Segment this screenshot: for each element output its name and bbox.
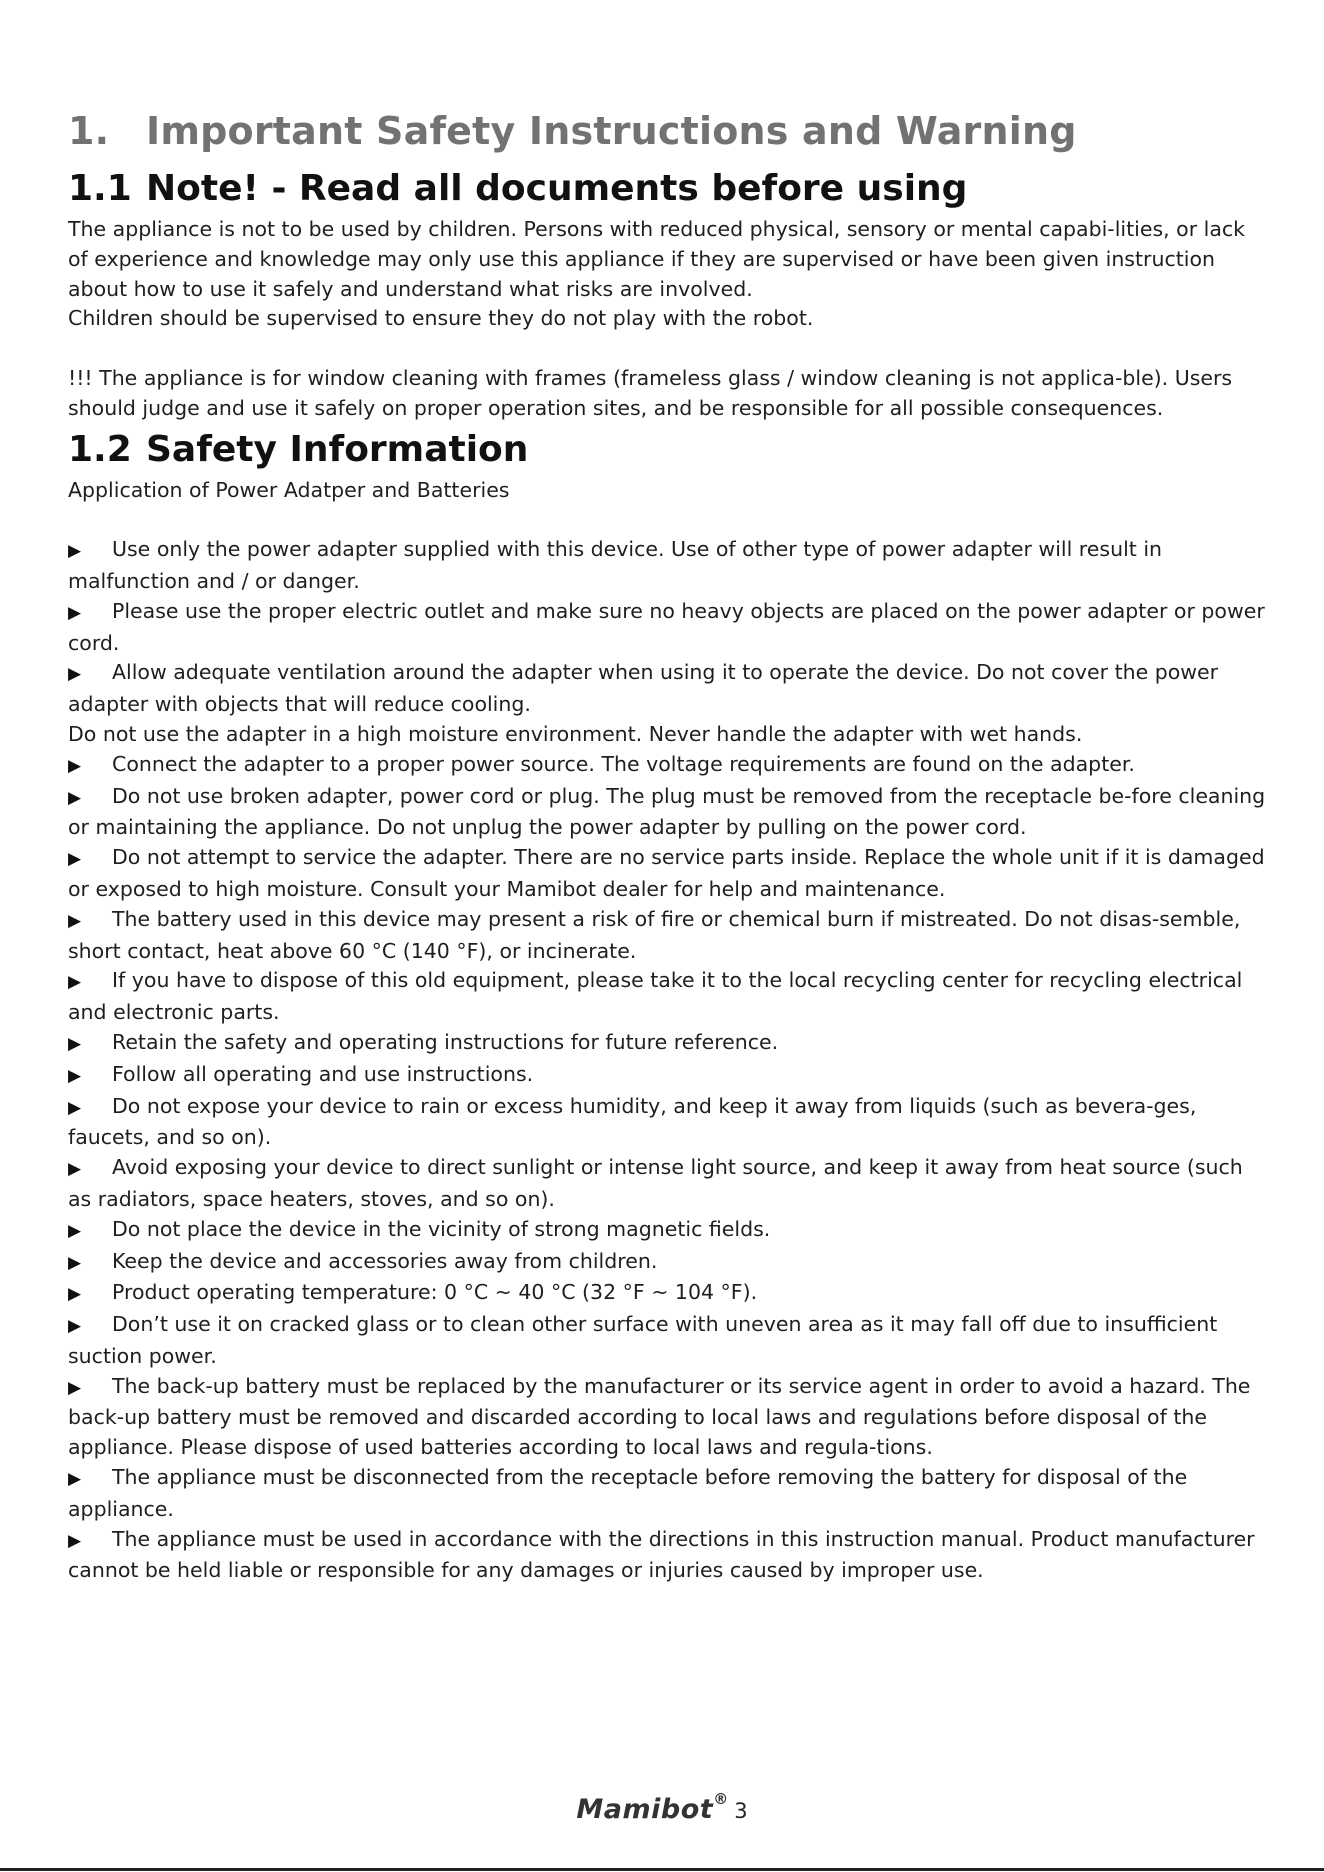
section-title: Safety Information [146, 428, 529, 470]
safety-item-text: Connect the adapter to a proper power source. The voltage requirements are found on the adapter. [112, 751, 1135, 776]
safety-item-text: Retain the safety and operating instructions for future reference. [112, 1029, 779, 1054]
safety-list-item [68, 1092, 1270, 1154]
paragraph-spacer [68, 334, 1270, 364]
section-heading-1-2 [68, 424, 1270, 476]
safety-list-item [68, 720, 1270, 750]
page-number: 3 [734, 1799, 748, 1823]
safety-item-text: Avoid exposing your device to direct sunlight or intense light source, and keep it away from heat source (such as radiators, space heaters, stoves, and so on). [68, 1155, 1243, 1211]
note-section [68, 215, 1270, 424]
section-title: Note! - Read all documents before using [146, 168, 968, 209]
triangle-bullet-icon: ▶ [68, 602, 82, 623]
safety-list-item [68, 1028, 1270, 1060]
warning-paragraph: !!! The appliance is for window cleaning with frames (frameless glass / window cleaning is not applica-ble). Users should judge and use it safely on proper operation sites, and be responsible for all possible consequences. [68, 365, 1233, 420]
registered-mark: ® [713, 1790, 729, 1808]
safety-list-item [68, 966, 1270, 1028]
safety-item-text: Do not attempt to service the adapter. There are no service parts inside. Replace the whole unit if it is damaged or exposed to high moisture. Consult your Mamibot dealer for help and maintenance. [68, 845, 1265, 901]
safety-item-text: Follow all operating and use instructions. [112, 1061, 534, 1086]
triangle-bullet-icon: ▶ [68, 664, 82, 685]
page-footer [0, 1790, 1324, 1825]
page-title [68, 103, 1270, 159]
triangle-bullet-icon: ▶ [68, 1530, 82, 1551]
safety-list-item [68, 905, 1270, 967]
section-number: 1.1 [68, 168, 132, 209]
safety-item-text: The back-up battery must be replaced by the manufacturer or its service agent in order to avoid a hazard. The back-up battery must be removed and discarded according to local laws and regulations before disposal of the appliance. Please dispose of used batteries according to local laws and regula-tions. [68, 1373, 1251, 1460]
safety-item-text: Do not place the device in the vicinity of strong magnetic fields. [112, 1216, 771, 1241]
safety-item-text: The battery used in this device may present a risk of fire or chemical burn if mistreated. Do not disas-semble, short contact, heat above 60 °C (140 °F), or incinerate. [68, 906, 1241, 963]
safety-item-text: Please use the proper electric outlet and make sure no heavy objects are placed on the power adapter or power cord. [68, 598, 1265, 655]
safety-item-text: Don’t use it on cracked glass or to clean other surface with uneven area as it may fall off due to insufficient suction power. [68, 1312, 1218, 1368]
safety-item-text: The appliance must be disconnected from the receptacle before removing the battery for disposal of the appliance. [68, 1465, 1188, 1521]
heading-number: 1. [68, 109, 110, 153]
safety-list-item [68, 750, 1270, 782]
heading-title: Important Safety Instructions and Warning [146, 109, 1077, 153]
triangle-bullet-icon: ▶ [68, 1377, 82, 1398]
safety-bullet-list [68, 535, 1270, 1586]
safety-list-item [68, 843, 1270, 905]
safety-list-item [68, 1310, 1270, 1372]
triangle-bullet-icon: ▶ [68, 1252, 82, 1273]
safety-item-text: Use only the power adapter supplied with this device. Use of other type of power adapter will result in malfunction and / or danger. [68, 537, 1163, 593]
safety-list-item [68, 1215, 1270, 1247]
safety-list-item [68, 1372, 1270, 1463]
triangle-bullet-icon: ▶ [68, 755, 82, 776]
triangle-bullet-icon: ▶ [68, 1316, 82, 1337]
triangle-bullet-icon: ▶ [68, 1159, 82, 1180]
safety-list-item [68, 1247, 1270, 1279]
safety-list-item [68, 1060, 1270, 1092]
triangle-bullet-icon: ▶ [68, 1469, 82, 1490]
safety-item-text: Product operating temperature: 0 °C ~ 40 °C (32 °F ~ 104 °F). [112, 1280, 758, 1305]
triangle-bullet-icon: ▶ [68, 849, 82, 870]
note-paragraph: Children should be supervised to ensure they do not play with the robot. [68, 306, 814, 331]
triangle-bullet-icon: ▶ [68, 1065, 82, 1086]
safety-item-text: Do not use broken adapter, power cord or plug. The plug must be removed from the receptacle be-fore cleaning or maintaining the appliance. Do not unplug the power adapter by pulling on the power cord. [68, 783, 1266, 840]
safety-list-item [68, 1278, 1270, 1310]
triangle-bullet-icon: ▶ [68, 972, 82, 993]
bottom-divider [0, 1868, 1324, 1871]
safety-item-text: Keep the device and accessories away from children. [112, 1248, 658, 1273]
safety-item-text: The appliance must be used in accordance with the directions in this instruction manual. Product manufacturer cannot be held liable or responsible for any damages or injuries caused by improper use. [68, 1526, 1255, 1583]
safety-item-text: Do not expose your device to rain or excess humidity, and keep it away from liquids (such as bevera-ges, faucets, and so on). [68, 1093, 1197, 1150]
triangle-bullet-icon: ▶ [68, 910, 82, 931]
section-subtitle: Application of Power Adatper and Batteries [68, 477, 510, 502]
triangle-bullet-icon: ▶ [68, 1220, 82, 1241]
triangle-bullet-icon: ▶ [68, 787, 82, 808]
triangle-bullet-icon: ▶ [68, 1033, 82, 1054]
safety-list-item [68, 658, 1270, 720]
note-paragraph: The appliance is not to be used by children. Persons with reduced physical, sensory or mental capabi-lities, or lack of experience and knowledge may only use this appliance if they are supervised or have been given instruction about how to use it safely and understand what risks are involved. [68, 217, 1246, 301]
safety-list-item [68, 782, 1270, 844]
safety-list-item [68, 535, 1270, 597]
triangle-bullet-icon: ▶ [68, 541, 82, 562]
section-number: 1.2 [68, 428, 132, 470]
triangle-bullet-icon: ▶ [68, 1284, 82, 1305]
safety-item-text: Do not use the adapter in a high moisture environment. Never handle the adapter with wet hands. [68, 721, 1083, 746]
section-heading-1-1 [68, 163, 1270, 215]
safety-list-item [68, 1153, 1270, 1215]
safety-item-text: Allow adequate ventilation around the adapter when using it to operate the device. Do not cover the power adapter with objects that will reduce cooling. [68, 660, 1219, 717]
safety-item-text: If you have to dispose of this old equipment, please take it to the local recycling center for recycling electrical and electronic parts. [68, 968, 1243, 1025]
triangle-bullet-icon: ▶ [68, 1097, 82, 1118]
brand-logo: Mamibot [576, 1794, 714, 1825]
safety-list-item [68, 1525, 1270, 1587]
safety-list-item [68, 597, 1270, 659]
safety-list-item [68, 1463, 1270, 1525]
